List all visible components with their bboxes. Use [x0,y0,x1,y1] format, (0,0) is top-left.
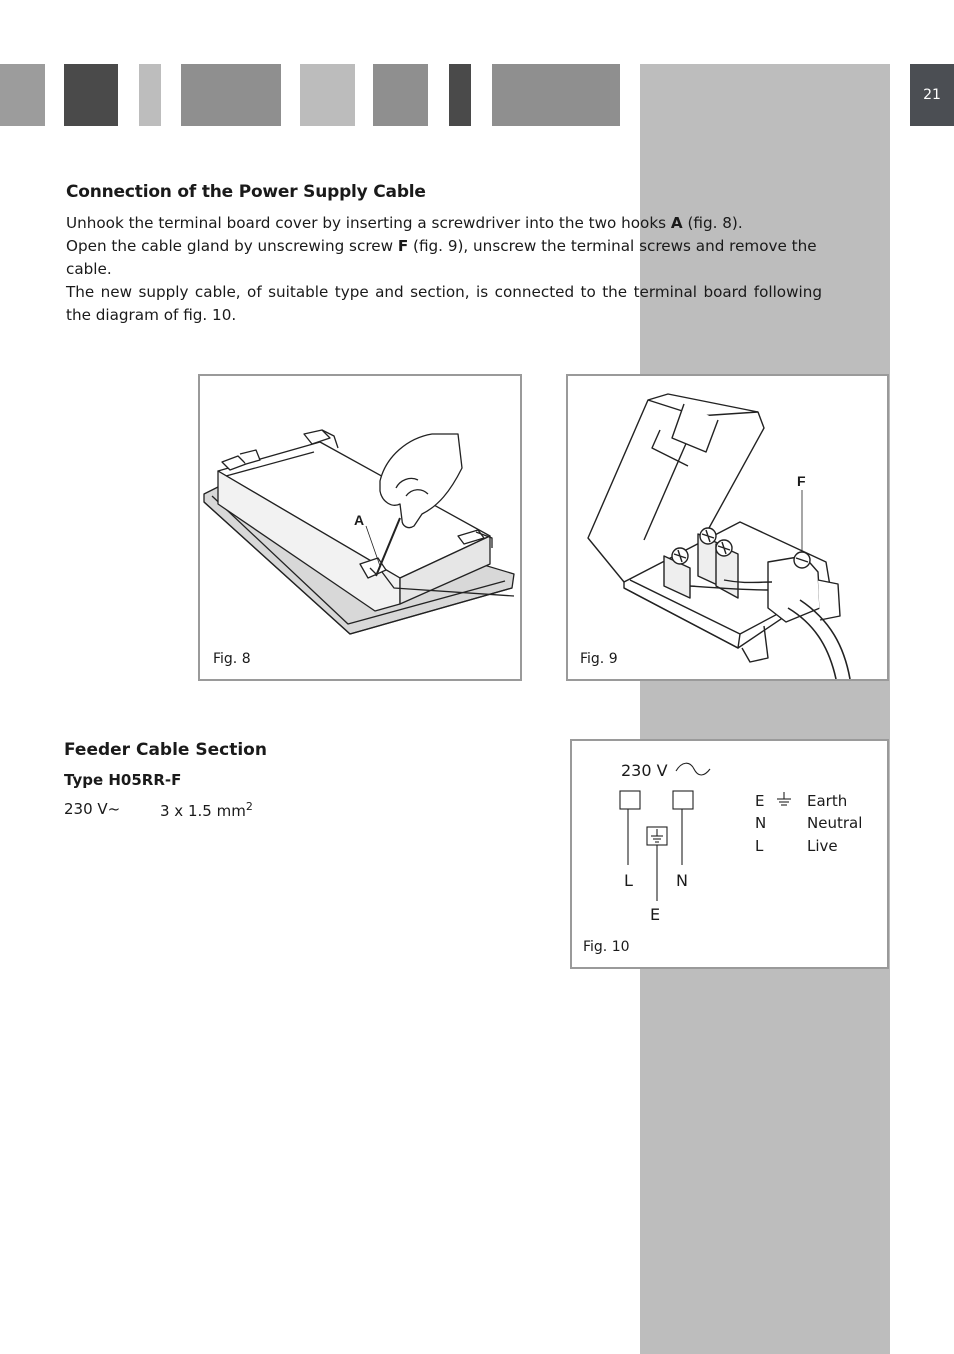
legend-meaning: Earth [807,792,848,810]
instruction-text: (fig. 8). [682,214,743,232]
page-number: 21 [910,64,954,126]
instruction-line-3: The new supply cable, of suitable type and section, is connected to the terminal board following the diagram of fig. 10. [66,283,822,324]
figure-10 [570,739,889,969]
label-neutral: N [676,871,688,890]
header-block [64,64,118,126]
cable-section-value [160,800,253,820]
instruction-text: Open the cable gland by unscrewing screw [66,237,398,255]
header-block [492,64,620,126]
header-block [373,64,428,126]
unit-exponent: 2 [245,800,253,813]
ac-sine-icon [676,763,710,775]
header-block [449,64,471,126]
cable-type: Type H05RR-F [64,771,182,789]
instruction-text: (fig. 9), unscrew the terminal screws and remove the cable. [66,237,817,278]
cable-gland-illustration [568,376,887,679]
wiring-diagram [572,741,887,967]
figure-9 [566,374,889,681]
legend-code: E [755,792,765,810]
terminal-cover-illustration [200,376,520,679]
cable-voltage: 230 V~ [64,800,121,818]
label-earth: E [650,905,661,924]
header-block [139,64,161,126]
supply-voltage: 230 V [621,761,668,780]
terminal-live [620,791,640,809]
figure-caption: Fig. 9 [580,651,618,667]
legend-code: N [755,814,767,832]
section-title-feeder-cable: Feeder Cable Section [64,740,267,760]
callout-f: F [797,473,806,489]
cable-section: 3 x 1.5 mm [160,802,246,820]
figure-8 [198,374,522,681]
instruction-text: Unhook the terminal board cover by inserting a screwdriver into the two hooks [66,214,671,232]
callout-a: A [354,512,365,528]
instructions-paragraph [66,212,822,327]
legend-meaning: Neutral [807,814,863,832]
instruction-line-1 [66,212,822,235]
header-block [181,64,281,126]
ground-icon [651,829,663,842]
figure-caption: Fig. 8 [213,651,251,667]
legend-code: L [755,837,764,855]
legend-meaning: Live [807,837,838,855]
screw-reference: F [397,237,409,255]
legend-ground-icon [777,792,791,805]
label-live: L [624,871,633,890]
header-block [0,64,45,126]
header-block [300,64,355,126]
instruction-line-2 [66,235,822,281]
hook-reference: A [670,214,683,232]
figure-caption: Fig. 10 [583,939,630,955]
terminal-neutral [673,791,693,809]
section-title-connection: Connection of the Power Supply Cable [66,182,426,202]
